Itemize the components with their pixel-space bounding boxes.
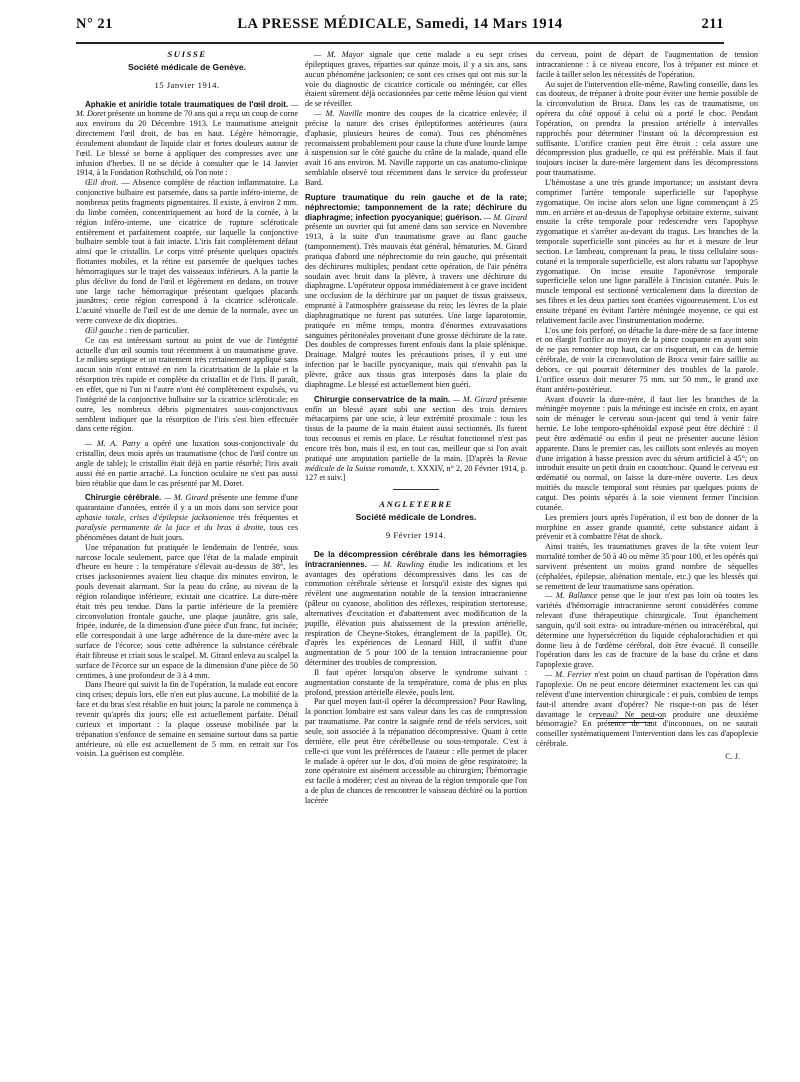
paragraph-os-perfore: L'os une fois perforé, on détache la dure-mère de sa face interne et on élargit l'orifice au moyen de la pince coupante en ayant soin de ne pas remonter trop haut, car on risquerait, en cas de hernie cérébrale, de voir la circonvolution de Broca venir faire saillie au dehors, ce qui pourrait déterminer des troubles de la parole. L'orifice osseux doit mesurer 75 mm. sur 50 mm., le grand axe étant antéro-postérieur. — [536, 325, 758, 394]
author-name: — M. Girard — [163, 493, 208, 503]
paragraph-text: n'est point un chaud partisan de l'opération dans l'apoplexie. On ne peut encore déterminer exactement les cas qui relèvent d'une intervention chirurgicale : et puis, combien de temps faut-il attendre avant d'opérer? Ne risque-t-on pas de léser davantage le cerveau? Ne peut-on produire une deuxième hémorragie? En présence de tant d'inconnues, on ne saurait conseiller systématiquement l'intervention dans les cas d'apoplexie cérébrale. — [536, 670, 759, 749]
paragraph-patry — [76, 439, 298, 488]
author-name: — M. Rawling — [371, 559, 425, 569]
paragraph-hemostase: L'hémostase a une très grande importance; un assistant devra comprimer l'artère temporale superficielle sur l'apophyse zygomatique. On incise alors selon une ligne commençant à 25 mm. en arrière et au-dessus de l'apophyse orbitaire externe, suivant ensuite la crête temporale pour redescendre vers l'apophyse zygomatique et s'arrêter au-devant du tragus. Les branches de la temporale superficielle sont pincées au fur et à mesure de leur section. Le lambeau, comprenant la peau, le tissu cellulaire sous-cutané et la temporale superficielle, est alors rabattu sur l'apophyse zygomatique. On incise ensuite l'aponévrose temporale superficielle selon une ligne parallèle à l'incision cutanée. Puis le muscle temporal est sectionné verticalement dans la direction de ses fibres et les deux parties sont écartées vigoureusement. L'os est ensuite trépané en évitant l'artère méningée moyenne, ce qui est relativement facile avec l'instrumentation moderne. — [536, 177, 758, 325]
paragraph-suites: Dans l'heure qui suivit la fin de l'opération, la malade eut encore cinq crises; depuis lors, elle n'en eut plus aucune. La mobilité de la face et du bras s'est rétablie en huit jours; la parole ne commença à revenir qu'après dix jours; elle est actuellement parfaite. Détail curieux et important : la plaque osseuse mobilisée par la trépanation s'enfonce de semaine en semaine surtout dans sa partie antérieure, où elle est actuellement de 5 mm. en retrait sur l'os voisin. La guérison est complète. — [76, 680, 298, 759]
article-chirurgie-main — [305, 395, 527, 484]
column-3 — [536, 50, 759, 761]
journal-title: LA PRESSE MÉDICALE, Samedi, 14 Mars 1914 — [237, 16, 563, 32]
article-decompression — [305, 550, 527, 668]
paragraph-oeil-droit — [76, 178, 298, 326]
paragraph-dure-mere: Avant d'ouvrir la dure-mère, il faut lier les branches de la méningée moyenne : puis la méninge est incisée en croix, en ayant soin de ménager le cerveau sous-jacent qui tend à venir faire hernie. Le lobe temporo-sphénoïdal exposé peut être déchiré : il peut être œdématié ou enfin il peut ne présenter aucune lésion apparente. Dans le premier cas, les caillots sont enlevés au moyen d'une irrigation à basse pression avec du sérum artificiel à 45°; on introduit ensuite un petit drain en caoutchouc. Quand le cerveau est œdématié ou normal, on laisse la dure-mère ouverte. Les deux moitiés du muscle temporal sont réunies par quelques points de catgut. Des points séparés à la soie viennent fermer l'incision cutanée. — [536, 394, 758, 512]
paragraph-text: , t. XXXIV, n° 2, 20 Février 1914, p. 127 et suiv.] — [305, 463, 528, 483]
paragraph-emphasis: aphasie totale, crises d'épilepsie jacksonienne — [76, 513, 235, 523]
paragraph-naville — [305, 109, 527, 188]
author-name: — M. Girard — [483, 212, 527, 222]
society-name: Société médicale de Londres. — [355, 512, 477, 523]
author-name: — M. Naville — [314, 109, 363, 119]
paragraph-text: pense que le jour n'est pas loin où toutes les variétés d'hémorragie intracranienne seront considérées comme relevant d'une thérapeutique chirurgicale. Tout épanchement sanguin, qu'il soit extra- ou intradure-mérien ou intracérébral, qui détermine une hypersécrétion du liquide céphalorachidien et qui donne lieu à de l'œdème cérébral, doit être évacué. Il conseille l'opération dans les cas de fracture de la base du crâne et dans l'apoplexie grave. — [536, 591, 759, 670]
paragraph-text: présente enfin un blessé ayant subi une section des trois derniers métacarpiens par une scie, à leur extrémité proximale : tous les tissus de la paume de la main étaient aussi sectionnés. Ils furent tous recousus et remis en place. Le résultat fonctionnel n'est pas encore très bon, mais il est, en tout cas, meilleur que si l'on avait pratiqué une amputation partielle de la main. [D'après la — [305, 394, 528, 463]
author-name: — M. Mayor — [314, 50, 364, 59]
author-name: — M. A. Patry — [85, 439, 141, 449]
paragraph-text: présente un ouvrier qui fut amené dans son service en Novembre 1913, à la suite d'un traumatisme grave au flanc gauche (tamponnement). Très mauvais état général, hématuries. M. Girard pratiqua d'abord une néphrectomie du rein gauche, qui présentait des déchirures multiples; pendant cette opération, de l'air pénétra soudain avec bruit dans la plèvre, à travers une déchirure du diaphragme. L'opérateur opposa immédiatement à ce grave incident une occlusion de la déchirure par un paquet de tissus graisseux, emprunté à l'atmosphère graisseuse du rein; les lèvres de la plaie diaphragmatique ne furent pas suturées. Une large laparotomie, pratiquée en même temps, montra d'énormes extravasations sanguines péritonéales provenant d'une grosse déchirure de la rate. Des doubles de compresses furent enfouis dans la plaie splénique. Drainage. Malgré toutes les précautions prises, il y eut une infection par le bacille pyocyanique, mais qui n'envahit pas la plèvre, grâce aux tissus gras interposés dans la plaie du diaphragme. Le blessé est actuellement bien guéri. — [305, 222, 527, 389]
paragraph-oeil-gauche — [76, 326, 298, 336]
paragraph-moyen: Par quel moyen faut-il opérer la décompression? Pour Rawling, la ponction lombaire est sans valeur dans les cas de compression par traumatisme. Par contre la saignée rend de réels services, soit seule, soit associée à la trépanation décompressive. Quant à cette dernière, elle peut être cérébelleuse ou sous-temporale. C'est à celle-ci que vont les préférences de l'auteur : elle permet de placer le malade à opérer sur le dos, d'où moins de gêne respiratoire; la zone opératoire est aisément accessible au chirurgien; l'hémorragie est facile à modérer; c'est au niveau de la région temporale que l'on a de plus de chances de rencontrer le vaisseau déchiré ou la portion lacérée — [305, 697, 527, 805]
paragraph-ballance — [536, 591, 758, 670]
author-signature: C. J. — [725, 751, 740, 761]
section-title-angleterre: ANGLETERRE — [379, 499, 453, 510]
page-number: 211 — [701, 16, 724, 32]
article-title: De la décompression cérébrale dans les hémorragies intracraniennes. — [305, 549, 527, 569]
article-title: Aphakie et aniridie totale traumatiques de l'œil droit. — [85, 99, 289, 109]
paragraph-text: — Absence complète de réaction inflammatoire. La conjonctive bulbaire est parsemée, dans sa partie inféro-interne, de nombreux petits fragments pigmentaires. Il existe, à environ 2 mm. du limbe cornéen, concentriquement au bord de la cornée, à la région inféro-interne, une cicatrice de rupture scléroticale entièrement et parfaitement coaptée, sur laquelle la conjonctive bulbaire semble tout à fait intacte. L'iris fait complètement défaut ainsi que le cristallin. Le corps vitré présente quelques opacités flottantes mobiles, et la rétine est parsemée de quelques taches hémorragiques sur le trajet des vaisseaux inférieurs. A la partie la plus déclive du fond de l'œil et légèrement en dedans, on trouve une large tache hémorragique présentant quelques placards jaunâtres; cette région correspond à la cicatrice scléroticale. L'acuité visuelle de l'œil est de une demie de la normale, avec un verre convexe de dix dioptries. — [76, 178, 298, 326]
running-header — [76, 16, 724, 44]
section-title-suisse: SUISSE — [167, 49, 207, 59]
article-aphakie-intro — [76, 100, 298, 179]
paragraph-ferrier — [536, 670, 758, 749]
paragraph-text: a opéré une luxation sous-conjonctivale du cristallin, deux mois après un traumatisme (choc de l'œil contre un angle de table); le cristallin était déjà en partie résorbé; l'iris avait aussi été en partie arraché. La fonction oculaire ne s'est pas aussi bien rétablie que dans le cas présenté par M. Doret. — [76, 439, 298, 488]
paragraph-text: signale que cette malade a eu sept crises épileptiques graves, réparties sur quinze mois, il y a six ans, sans aucun phénomène jacksonien; ce sont ces crises qui ont mis sur la voie du diagnostic de cicatrice corticale ou méningée, car elles étaient sûrement déjà occasionnées par cette même lésion qui vient de se réveiller. — [305, 50, 528, 109]
paragraph-intervention: Au sujet de l'intervention elle-même, Rawling conseille, dans les cas douteux, de trépaner à droite pour éviter une hernie possible de la circonvolution de Broca. Dans les cas de traumatisme, on opérera du côté opposé à celui où a porté le choc. Pendant l'opération, on prendra la pression artérielle à intervalles rapprochés pour déterminer l'instant où la décompression est suffisante. L'orifice cranien peut être étroit : cela assure une décompression plus graduelle, ce qui est préférable. Mais il faut toujours inciser la dure-mère largement dans les décompressions pour traumatisme. — [536, 79, 758, 178]
paragraph-syndrome: Il faut opérer lorsqu'on observe le syndrome suivant : augmentation constante de la température, coma de plus en plus profond, pression artérielle élevée, pouls lent. — [305, 667, 527, 697]
paragraph-trepanation: Une trépanation fut pratiquée le lendemain de l'entrée, sous narcose locale seulement, parce que l'état de la malade empirait d'heure en heure : la température s'élevait au-dessus de 38°, les crises jacksoniennes avaient lieu chaque dix minutes environ, le pouls devenait alarmant. Sur la peau du crâne, au niveau de la région rolandique inférieure, existait une cicatrice. La dure-mère était très peu tendue. Dans la partie inférieure de la première circonvolution frontale gauche, une plaque jaunâtre, gris sale, fripée, indurée, de la dimension d'une pièce d'un franc, fut incisée; elle correspondait à une large adhérence de la dure-mère avec la surface de l'écorce; sous cette adhérence la substance cérébrale était fibreuse et criait sous le scalpel. M. Girard enleva au scalpel la surface de l'écorce sur un espace de la dimension d'une pièce de 50 centimes, à une profondeur de 3 à 4 mm. — [76, 542, 298, 680]
session-date: 9 Février 1914. — [385, 529, 447, 540]
closing-rule — [596, 718, 664, 719]
paragraph-emphasis: paralysie permanente de la face et du bras à droite — [76, 522, 264, 532]
paragraph-text: , tous ces phénomènes datant de huit jours. — [76, 522, 299, 542]
paragraph-text: très fréquentes et — [234, 513, 299, 523]
article-chirurgie-cerebrale-intro — [76, 493, 298, 542]
article-title: Chirurgie cérébrale. — [85, 493, 162, 503]
closing-rule-short — [608, 722, 652, 723]
article-title: Chirurgie conservatrice de la main. — [314, 394, 451, 404]
article-rupture-title — [305, 193, 527, 390]
paragraph-text: : rien de particulier. — [122, 325, 190, 335]
paragraph-mortalite: Ainsi traités, les traumatismes graves de la tête voient leur mortalité tomber de 50 à 40 ou même 35 pour 100, et les opérés qui survivent présentent un moins grand nombre de séquelles (céphalées, épilepsie, aliénation mentale, etc.) que les blessés qui se remettent de leur traumatisme sans opération. — [536, 542, 758, 591]
session-date: 15 Janvier 1914. — [154, 79, 220, 90]
journal-reference: Revue médicale de la Suisse romande — [305, 453, 527, 473]
society-name: Société médicale de Genève. — [128, 61, 246, 72]
article-title: Rupture traumatique du rein gauche et de la rate; néphrectomie; tamponnement de la rate; déchirure du diaphragme; infection pyocyanique; guérison. — [305, 192, 527, 222]
column-1 — [76, 50, 298, 1054]
paragraph-text: montre des coupes de la cicatrice enlevée; il précise la nature des crises épileptiformes antérieures (aura d'aphasie, plusieurs heures de coma). Tous ces phénomènes reconnaissent probablement pour cause la chute d'une lourde lampe à suspension sur le côté gauche du crâne de la malade, quand elle avait 16 ans environ. M. Naville rapporte un cas anatomo-clinique semblable observé tout récemment dans le service du professeur Bard. — [305, 109, 528, 187]
author-name: — M. Doret — [76, 99, 299, 119]
paragraph-text: présente une femme d'une quarantaine d'années, entrée il y a un mois dans son service pour — [76, 493, 298, 513]
paragraph-text: étudie les indications et les avantages des opérations décompressives dans les cas de commotion cérébrale sérieuse et lorsqu'il existe des signes qui révèlent une augmentation notable de la tension intracranienne (pâleur ou cyanose, abolition des réflexes, respiration stertoreuse, alternatives d'excitation et d'abattement avec modification de la pupille, élévation puis abaissement de la pression artérielle, respiration de Cheyne-Stokes, étranglement de la papille). Or, d'après les expériences de Leonard Hill, il suffit d'une augmentation de 5 pour 100 de la tension intracranienne pour déterminer des troubles de compression. — [305, 559, 528, 668]
column-2 — [305, 50, 528, 805]
paragraph-cerveau: du cerveau, point de départ de l'augmentation de tension intracranienne : à ce niveau encore, l'os à trépaner est mince et facile à tailler selon les nécessités de l'opération. — [536, 50, 758, 79]
section-divider — [393, 489, 439, 490]
author-name: — M. Ferrier — [545, 670, 592, 680]
author-name: — M. Ballance — [545, 591, 598, 601]
author-name: — M. Girard — [452, 394, 497, 404]
paragraph-lead: Œil gauche — [85, 325, 123, 335]
paragraph-premiers-jours: Les premiers jours après l'opération, il est bon de donner de la morphine en assez grande quantité, cette substance aidant à prévenir et à combattre l'état de shock. — [536, 512, 758, 542]
paragraph-mayor — [305, 50, 527, 109]
paragraph-lead: Œil droit. — [85, 178, 119, 188]
paragraph-text: présente un homme de 70 ans qui a reçu un coup de corne aux environs du 20 Décembre 1913. Le traumatisme atteignit directement l'œil droit, de bas en haut. Légère hémorragie, écoulement abondant de liquide clair et fortes douleurs autour de l'œil. Le blessé se borne à appliquer des compresses avec une infusion d'herbes. Il ne se décide à consulter que le 14 Janvier 1914, à la Fondation Rothschild, où l'on note : — [76, 109, 298, 178]
issue-number: N° 21 — [76, 16, 113, 32]
paragraph-interet: Ce cas est intéressant surtout au point de vue de l'intégrité actuelle d'un œil soumis tout récemment à un traumatisme grave. Le milieu septique et un traitement très certainement appliqué sans aucun soin n'ont entravé en rien la cicatrisation de la plaie et la résorption très rapide et complète du cristallin et de l'iris. Il paraît, en effet, que ni l'un ni l'autre n'ont été complètement expulsés, vu l'intégrité de la conjonctive bulbaire sur la cicatrice scléroticale; en outre, les nombreux débris pigmentaires sous-conjonctivaux semblent indiquer que la résorption de l'iris s'est bien effectuée dans cette région. — [76, 335, 298, 434]
